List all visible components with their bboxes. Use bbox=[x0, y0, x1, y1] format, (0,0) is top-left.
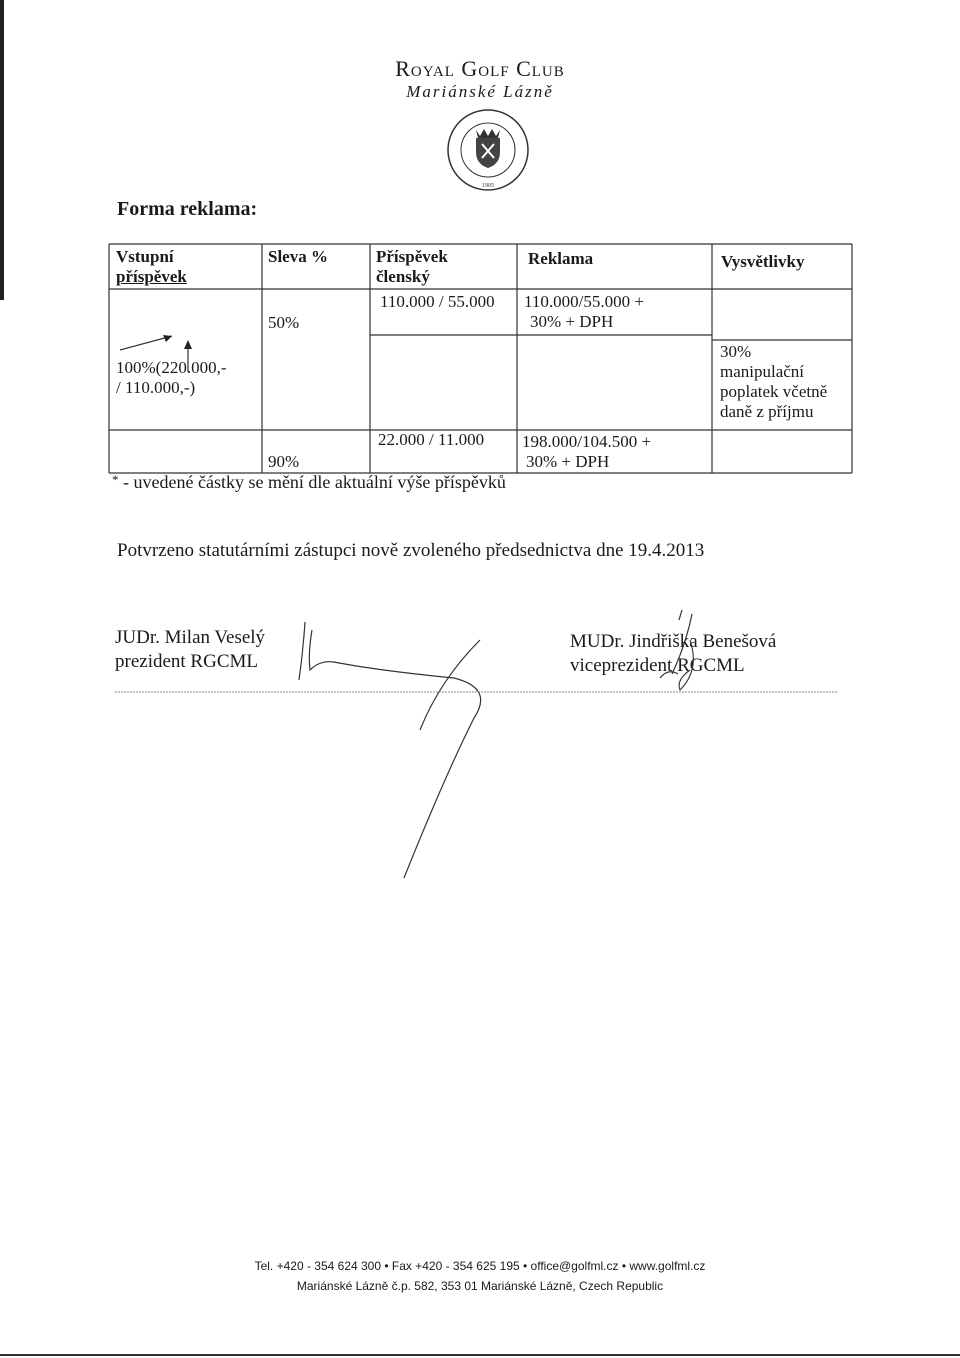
handwritten-signatures bbox=[0, 600, 960, 900]
header-reklama: Reklama bbox=[528, 249, 594, 268]
scan-edge-bottom bbox=[0, 1354, 960, 1356]
signatory-right-name: MUDr. Jindřiška Benešová bbox=[570, 631, 777, 652]
row3-reklama: 198.000/104.500 + 30% + DPH bbox=[522, 432, 652, 471]
footnote-text: - uvedené částky se mění dle aktuální výše příspěvků bbox=[123, 472, 506, 492]
club-name: Royal Golf Club bbox=[395, 56, 565, 81]
logo-year: 1905 bbox=[482, 183, 494, 189]
signatory-right-title: viceprezident RGCML bbox=[570, 655, 745, 676]
club-location: Mariánské Lázně bbox=[406, 82, 554, 101]
footnote bbox=[112, 472, 506, 493]
row1-sleva: 50% bbox=[268, 313, 300, 332]
footer-address: Mariánské Lázně č.p. 582, 353 01 Mariánské Lázně, Czech Republic bbox=[296, 1279, 664, 1293]
row3-sleva: 90% bbox=[268, 452, 300, 471]
signatory-left-title: prezident RGCML bbox=[115, 651, 259, 672]
confirmation-text: Potvrzeno statutárními zástupci nově zvoleného předsednictva dne 19.4.2013 bbox=[117, 540, 705, 561]
section-heading: Forma reklama: bbox=[117, 198, 258, 220]
footer-contact: Tel. +420 - 354 624 300 • Fax +420 - 354 625 195 • office@golfml.cz • www.golfml.cz bbox=[254, 1259, 706, 1273]
row1-clensky: 110.000 / 55.000 bbox=[380, 292, 495, 311]
header-vysvetlivky: Vysvětlivky bbox=[721, 252, 805, 271]
header-sleva: Sleva % bbox=[268, 247, 328, 266]
row2-vysvetlivky: 30% manipulační poplatek včetně daně z příjmu bbox=[720, 342, 828, 421]
header-vstupni: Vstupní příspěvek bbox=[116, 247, 187, 286]
signatory-left-name: JUDr. Milan Veselý bbox=[115, 627, 266, 648]
row2-vstupni: 100%(220.000,- / 110.000,-) bbox=[116, 358, 227, 397]
footnote-mark: * bbox=[112, 472, 119, 487]
row1-reklama: 110.000/55.000 + 30% + DPH bbox=[524, 292, 644, 331]
header-clensky: Příspěvek členský bbox=[376, 247, 448, 286]
row3-clensky: 22.000 / 11.000 bbox=[378, 430, 485, 449]
